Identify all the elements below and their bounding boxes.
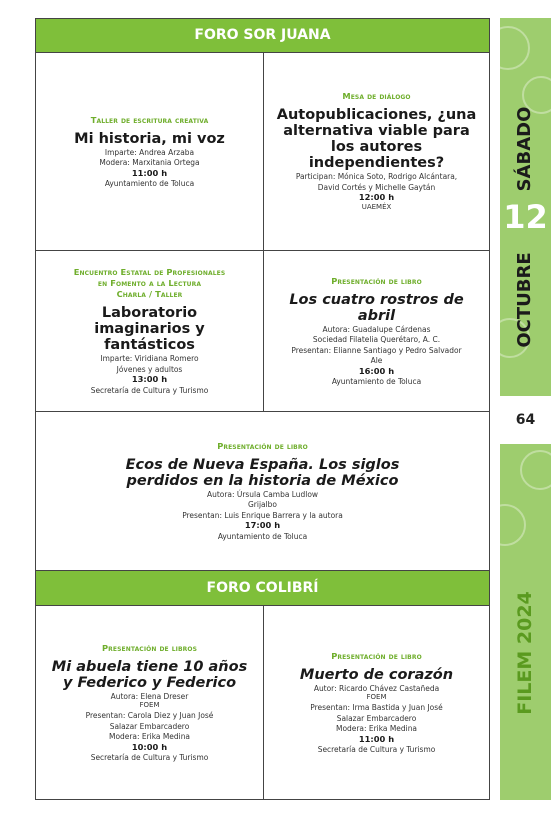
section-header-foro-sor-juana: FORO SOR JUANA	[36, 19, 489, 53]
event-line: Presentan: Luis Enrique Barrera y la autora	[182, 509, 343, 520]
event-line: Ale	[370, 355, 383, 365]
event-title: Autopublicaciones, ¿una alternativa viable para los autores independientes?	[276, 107, 477, 172]
event-category: Charla / Taller	[116, 289, 183, 299]
event-line: Autora: Guadalupe Cárdenas	[322, 323, 431, 334]
event-card	[264, 606, 489, 799]
event-line: Autora: Úrsula Camba Ludlow	[207, 488, 318, 499]
event-line: David Cortés y Michelle Gaytán	[317, 181, 436, 192]
event-line: Modera: Erika Medina	[336, 723, 417, 733]
event-place: Ayuntamiento de Toluca	[217, 530, 308, 541]
festival-name: FILEM 2024	[514, 591, 536, 715]
event-line: Grijalbo	[248, 499, 277, 510]
month-name: OCTUBRE	[514, 252, 535, 348]
event-time: 17:00 h	[244, 520, 281, 531]
event-line: Modera: Marxitania Ortega	[99, 157, 200, 167]
event-category: Presentación de libro	[331, 650, 422, 661]
event-line: Imparte: Viridiana Romero	[100, 353, 199, 363]
event-card	[264, 251, 489, 412]
event-category: en Fomento a la Lectura	[97, 278, 202, 288]
day-name: SÁBADO	[514, 106, 535, 192]
section-header-foro-colibri: FORO COLIBRÍ	[36, 571, 489, 606]
event-category: Mesa de diálogo	[342, 91, 411, 102]
event-place: Secretaría de Cultura y Turismo	[317, 744, 436, 754]
event-category: Encuentro Estatal de Profesionales	[73, 267, 226, 277]
event-card	[36, 251, 264, 412]
event-category: Presentación de libro	[217, 440, 308, 451]
decorative-circle-icon	[520, 450, 551, 490]
event-line: Salazar Embarcadero	[336, 712, 417, 723]
event-line: Presentan: Carola Diez y Juan José	[85, 710, 214, 720]
event-title: Mi historia, mi voz	[74, 130, 225, 147]
event-line: Salazar Embarcadero	[109, 720, 190, 731]
day-number: 12	[503, 198, 548, 236]
event-line: Participan: Mónica Soto, Rodrigo Alcántara,	[295, 171, 458, 182]
date-sidebar	[500, 18, 551, 396]
event-category: Presentación de libro	[331, 275, 422, 286]
decorative-circle-icon	[500, 26, 530, 70]
event-card	[36, 53, 264, 251]
event-category: Presentación de libros	[102, 642, 197, 653]
event-title: Muerto de corazón	[299, 666, 454, 683]
event-title: Laboratorio imaginarios y fantásticos	[94, 305, 205, 353]
event-place: Secretaría de Cultura y Turismo	[90, 384, 209, 395]
event-line: Sociedad Filatelia Querétaro, A. C.	[312, 334, 441, 344]
event-card	[36, 606, 264, 799]
event-category: Taller de escritura creativa	[90, 114, 209, 125]
program-grid	[35, 18, 490, 800]
event-time: 11:00 h	[131, 167, 168, 178]
event-place: Ayuntamiento de Toluca	[104, 178, 195, 188]
event-line: Modera: Erika Medina	[109, 731, 190, 741]
event-time: 10:00 h	[131, 741, 168, 752]
event-place: UAEMÉX	[361, 202, 392, 211]
publisher-label: FOEM	[366, 693, 387, 701]
event-place: Ayuntamiento de Toluca	[331, 376, 422, 386]
event-time: 12:00 h	[358, 192, 395, 203]
event-title: Los cuatro rostros de abril	[289, 291, 464, 324]
event-line: Imparte: Andrea Arzaba	[104, 146, 195, 157]
decorative-circle-icon	[500, 504, 526, 546]
event-line: Presentan: Irma Bastida y Juan José	[310, 702, 443, 712]
event-time: 16:00 h	[358, 365, 395, 376]
page-number: 64	[515, 412, 536, 428]
event-line: Autor: Ricardo Chávez Castañeda	[313, 682, 440, 693]
event-card	[36, 412, 489, 571]
event-place: Secretaría de Cultura y Turismo	[90, 752, 209, 762]
publisher-label: FOEM	[139, 701, 160, 709]
event-title: Ecos de Nueva España. Los siglos perdidos en la historia de México	[125, 456, 400, 489]
event-line: Jóvenes y adultos	[116, 363, 183, 374]
event-title: Mi abuela tiene 10 años y Federico y Federico	[51, 658, 248, 691]
event-line: Presentan: Elianne Santiago y Pedro Salvador	[291, 344, 462, 355]
event-card	[264, 53, 489, 251]
festival-sidebar	[500, 444, 551, 800]
event-time: 13:00 h	[131, 374, 168, 384]
event-time: 11:00 h	[358, 733, 395, 744]
event-line: Autora: Elena Dreser	[110, 690, 189, 701]
